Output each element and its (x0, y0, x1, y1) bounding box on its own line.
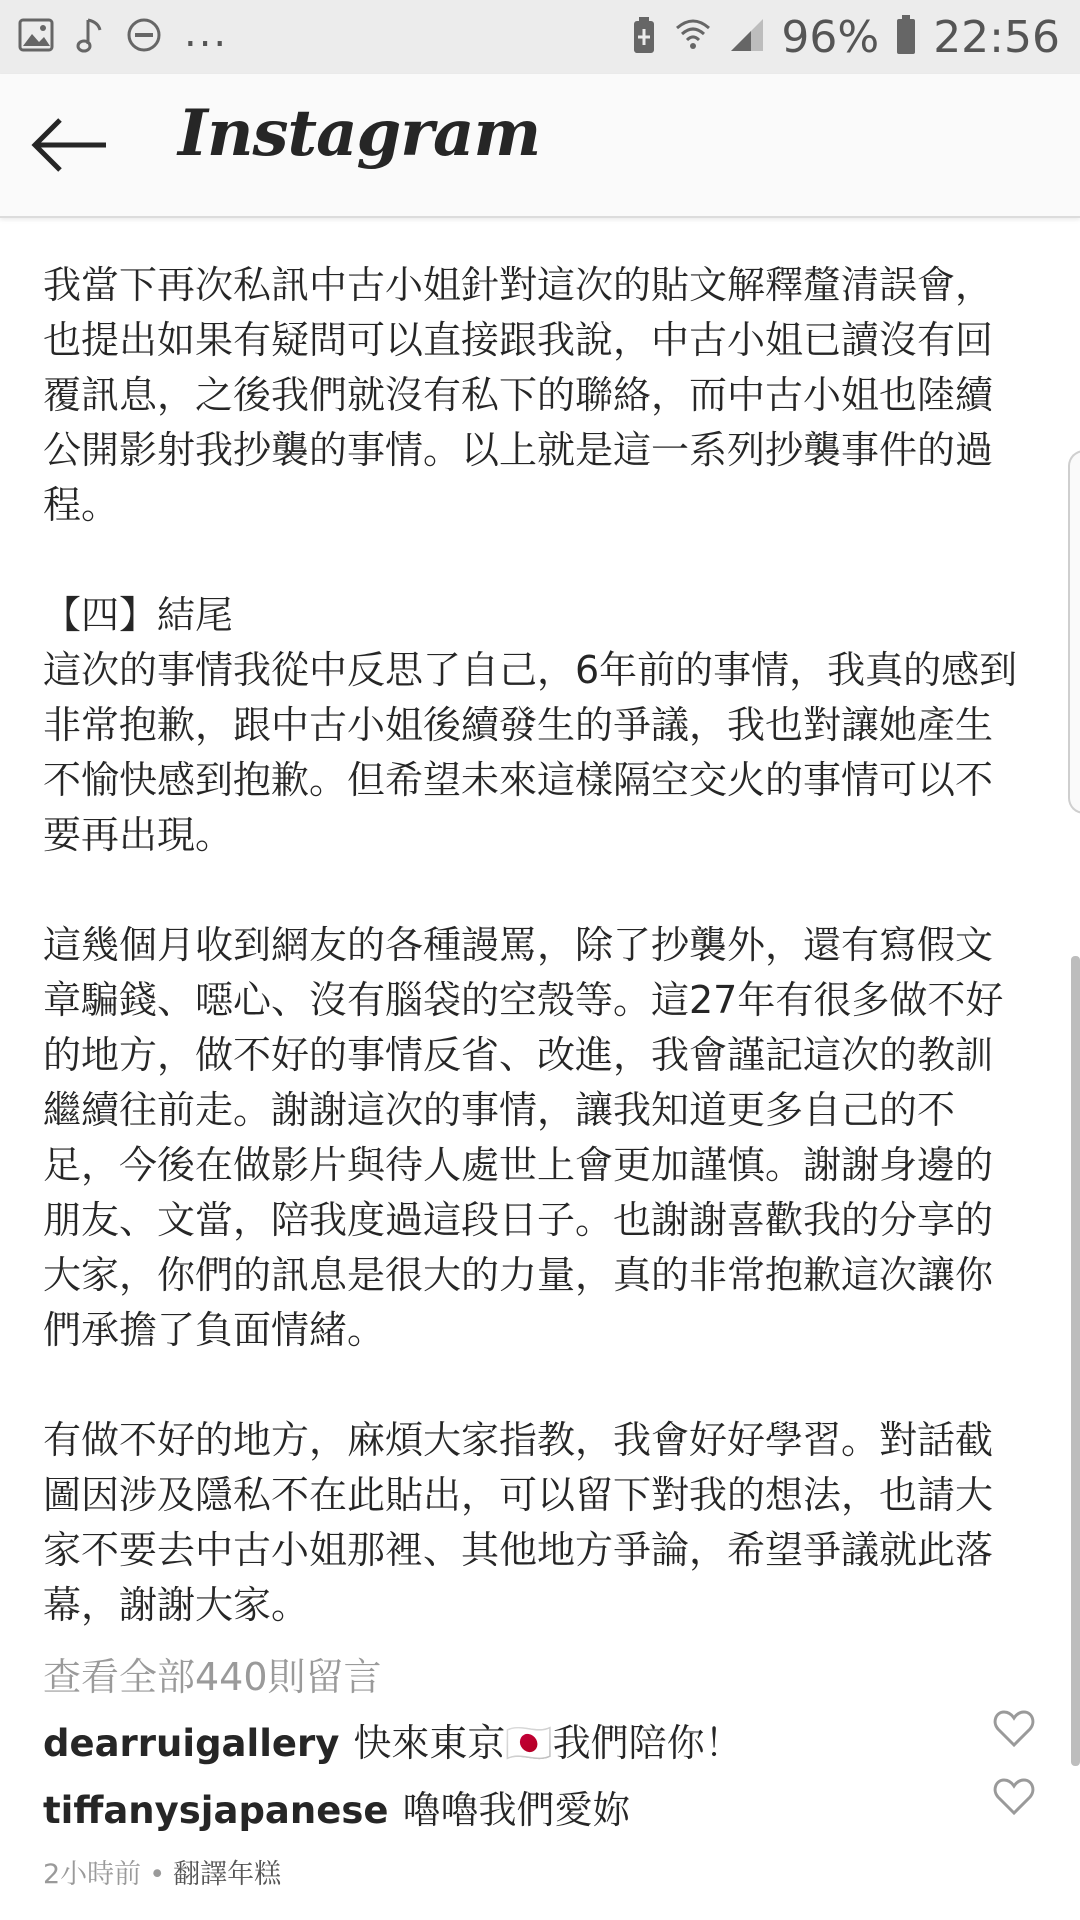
overflow-dots: ... (184, 10, 229, 56)
post-time: 2小時前 (43, 1859, 142, 1890)
caption-paragraph: 這幾個月收到網友的各種謾罵，除了抄襲外，還有寫假文章騙錢、噁心、沒有腦袋的空殼等。這27年有很多做不好的地方，做不好的事情反省、改進，我會謹記這次的教訓繼續往前走。謝謝這次的事情，讓我知道更多自己的不足，今後在做影片與待人處世上會更加謹慎。謝謝身邊的朋友、文當，陪我度過這段日子。也謝謝喜歡我的分享的大家，你們的訊息是很大的力量，真的非常抱歉這次讓你們承擔了負面情緒。 (43, 923, 1004, 1352)
heart-icon (993, 1710, 1035, 1748)
like-comment-button[interactable] (993, 1778, 1035, 1816)
comment-item (43, 1712, 983, 1767)
view-all-comments-link[interactable]: 查看全部440則留言 (43, 1655, 382, 1699)
caption-paragraph: 有做不好的地方，麻煩大家指教，我會好好學習。對話截圖因涉及隱私不在此貼出，可以留下對我的想法，也請大家不要去中古小姐那裡、其他地方爭論，希望爭議就此落幕，謝謝大家。 (43, 1418, 994, 1627)
battery-icon (895, 14, 917, 60)
post-caption (43, 258, 1028, 1633)
app-title: Instagram (178, 96, 541, 171)
comment-text: 嚕嚕我們愛妳 (402, 1788, 631, 1832)
caption-section-heading: 【四】結尾 (43, 593, 234, 637)
translate-link[interactable]: 翻譯年糕 (173, 1859, 282, 1890)
caption-paragraph: 這次的事情我從中反思了自己，6年前的事情，我真的感到非常抱歉，跟中古小姐後續發生的爭議，我也對讓她產生不愉快感到抱歉。但希望未來這樣隔空交火的事情可以不要再出現。 (43, 648, 1018, 857)
like-comment-button[interactable] (993, 1710, 1035, 1748)
post-meta (43, 1852, 281, 1891)
caption-paragraph: 我當下再次私訊中古小姐針對這次的貼文解釋釐清誤會，也提出如果有疑問可以直接跟我說，中古小姐已讀沒有回覆訊息，之後我們就沒有私下的聯絡，而中古小姐也陸續公開影射我抄襲的事情。以上就是這一系列抄襲事件的過程。 (43, 263, 994, 527)
status-right (631, 10, 1060, 64)
comment-username[interactable]: tiffanysjapanese (43, 1789, 389, 1832)
heart-icon (993, 1778, 1035, 1816)
music-note-icon (76, 16, 104, 58)
comment-text: 快來東京🇯🇵我們陪你！ (353, 1721, 743, 1765)
wifi-icon (673, 16, 713, 58)
app-header (0, 74, 1080, 218)
back-button[interactable] (28, 112, 114, 178)
image-icon (18, 18, 54, 56)
comment-username[interactable]: dearruigallery (43, 1722, 340, 1765)
scroll-track[interactable] (1068, 450, 1080, 814)
status-left (18, 10, 229, 60)
battery-percent: 96% (781, 11, 880, 63)
meta-separator: • (149, 1859, 166, 1890)
signal-icon (729, 17, 765, 57)
scrollbar-thumb[interactable] (1071, 956, 1080, 1766)
arrow-left-icon (28, 112, 114, 178)
comment-item (43, 1779, 983, 1834)
clock: 22:56 (933, 11, 1060, 63)
status-bar (0, 0, 1080, 74)
battery-saver-icon (631, 15, 657, 59)
do-not-disturb-icon (126, 17, 162, 57)
